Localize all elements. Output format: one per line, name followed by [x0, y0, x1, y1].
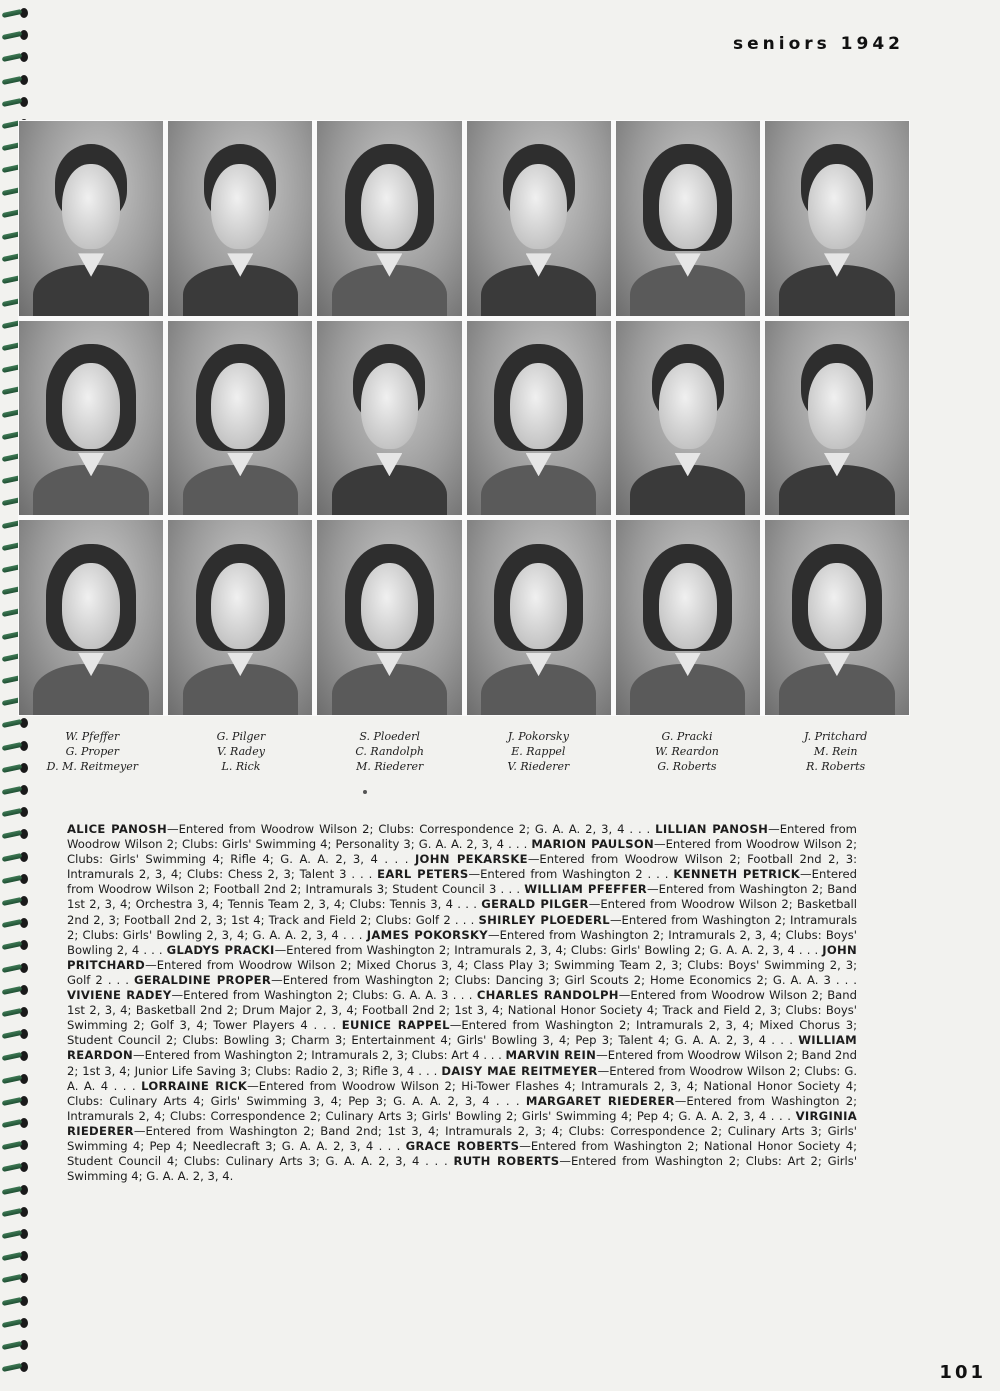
caption-name: G. Proper	[65, 745, 120, 758]
caption-name: G. Pilger	[216, 730, 266, 743]
caption-name: W. Pfeffer	[65, 730, 120, 743]
student-name: WILLIAM PFEFFER	[524, 882, 648, 897]
spiral-coil	[2, 829, 28, 841]
student-activities: Entered from Woodrow Wilson 2; Clubs: G. A. A. 4 . . .	[67, 1063, 858, 1093]
spiral-coil	[2, 896, 28, 908]
student-name: JAMES POKORSKY	[366, 927, 488, 942]
caption-name: L. Rick	[221, 760, 261, 773]
photo-grid	[18, 120, 910, 716]
student-activities: Entered from Washington 2; Clubs: Art 2; Girls' Swimming 4; G. A. A. 2, 3, 4.	[67, 1154, 858, 1184]
student-activities: Entered from Woodrow Wilson 2; Football 2nd 2, 3: Intramurals 2, 3, 4; Clubs: Chess 2, 3; Talent 3 . . .	[67, 852, 857, 882]
student-name: LILLIAN PANOSH	[655, 822, 769, 836]
spiral-coil	[2, 940, 28, 952]
student-activities: Entered from Woodrow Wilson 2; Band 1st 2, 3, 4; Basketball 2nd 2; Drum Major 2, 3, 4; Football 2nd 2; 1st 3, 4; National Honor Society 4; Track and Field 2, 3; Clubs: Boys' Swimming 2; Golf 3, 4; Tower Players 4 . . .	[67, 988, 857, 1033]
student-name: EARL PETERS	[377, 867, 469, 882]
caption-column	[761, 729, 910, 774]
student-name: MARVIN REIN	[505, 1048, 597, 1063]
caption-name: C. Randolph	[355, 745, 424, 758]
portrait-photo	[317, 121, 461, 316]
page-number: 101	[939, 1362, 986, 1383]
student-activities: Entered from Woodrow Wilson 2; Clubs: Correspondence 2; G. A. A. 2, 3, 4 . . .	[178, 822, 651, 836]
spiral-coil	[2, 1251, 28, 1263]
page-header: seniors 1942	[733, 34, 904, 54]
spiral-coil	[2, 1074, 28, 1086]
spiral-coil	[2, 985, 28, 997]
student-name: ALICE PANOSH	[67, 822, 167, 836]
spiral-coil	[2, 1162, 28, 1174]
portrait-photo	[317, 520, 461, 715]
student-name: LORRAINE RICK	[141, 1078, 248, 1093]
spiral-coil	[2, 852, 28, 864]
portrait-photo	[616, 121, 760, 316]
spiral-coil	[2, 75, 28, 87]
spiral-coil	[2, 97, 28, 109]
spiral-coil	[2, 1340, 28, 1352]
spiral-coil	[2, 1273, 28, 1285]
student-name: GERALD PILGER	[481, 897, 589, 912]
caption-name: V. Riederer	[507, 760, 570, 773]
portrait-photo	[168, 321, 312, 516]
portrait-photo	[765, 121, 909, 316]
student-name: RUTH ROBERTS	[453, 1154, 560, 1169]
student-activities: Entered from Washington 2; Intramurals 2, 3, 4; Mixed Chorus 3; Student Council 2; Clubs: Bowling 3; Charm 3; Entertainment 4; Girls' Bowling 3, 4; Pep 3; Talent 4; G. A. A. 2, 3, 4 . . .	[67, 1018, 857, 1048]
print-speck	[363, 790, 367, 794]
spiral-coil	[2, 1229, 28, 1241]
spiral-coil	[2, 785, 28, 797]
student-activities: Entered from Washington 2; Band 1st 2, 3, 4; Orchestra 3, 4; Tennis Team 2, 3, 4; Clubs: Tennis 3, 4 . . .	[67, 882, 857, 912]
spiral-coil	[2, 1318, 28, 1330]
spiral-coil	[2, 1118, 28, 1130]
caption-name: G. Pracki	[661, 730, 713, 743]
spiral-coil	[2, 1029, 28, 1041]
portrait-photo	[317, 321, 461, 516]
student-activities: Entered from Washington 2; Intramurals 2; Clubs: Girls' Bowling 2, 3, 4; G. A. A. 2, 3, 4 . . .	[67, 912, 857, 942]
caption-name: J. Pritchard	[804, 730, 868, 743]
caption-name: D. M. Reitmeyer	[46, 760, 138, 773]
student-activities: Entered from Washington 2; Clubs: Dancing 3; Girl Scouts 2; Home Economics 2; G. A. A. 3 . . .	[282, 972, 857, 987]
student-activities: Entered from Woodrow Wilson 2; Football 2nd 2; Intramurals 3; Student Council 3 . . .	[67, 867, 857, 897]
student-name: GLADYS PRACKI	[166, 942, 275, 957]
portrait-photo	[467, 520, 611, 715]
spiral-coil	[2, 1051, 28, 1063]
spiral-coil	[2, 1185, 28, 1197]
student-activities: Entered from Washington 2; Intramurals 2, 3, 4; Clubs: Boys' Bowling 2, 4 . . .	[67, 927, 857, 957]
student-activities: Entered from Washington 2; Intramurals 2, 3, 4; Clubs: Girls' Bowling 2; G. A. A. 2, 3, 4 . . .	[286, 942, 819, 957]
portrait-photo	[616, 520, 760, 715]
student-name: VIVIENE RADEY	[67, 988, 172, 1003]
student-name: GERALDINE PROPER	[134, 972, 272, 987]
student-name: MARION PAULSON	[531, 837, 655, 852]
caption-name: G. Roberts	[657, 760, 717, 773]
caption-name: V. Radey	[217, 745, 265, 758]
student-name: SHIRLEY PLOEDERL	[478, 912, 610, 927]
portrait-photo	[168, 520, 312, 715]
caption-column	[18, 729, 167, 774]
portrait-photo	[765, 520, 909, 715]
student-activities: Entered from Woodrow Wilson 2; Basketball 2nd 2, 3; Football 2nd 2, 3; 1st 4; Track and Field 2; Clubs: Golf 2 . . .	[67, 897, 857, 927]
spiral-coil	[2, 1140, 28, 1152]
photo-captions	[18, 729, 910, 774]
spiral-coil	[2, 1362, 28, 1374]
spiral-coil	[2, 918, 28, 930]
student-name: DAISY MAE REITMEYER	[441, 1063, 598, 1078]
caption-name: J. Pokorsky	[507, 730, 569, 743]
student-name: MARGARET RIEDERER	[525, 1093, 675, 1108]
caption-name: E. Rappel	[511, 745, 566, 758]
portrait-photo	[19, 121, 163, 316]
student-activities: Entered from Washington 2; National Honor Society 4; Student Council 4; Clubs: Culinary Arts 3; G. A. A. 2, 3, 4 . . .	[67, 1138, 858, 1169]
spiral-coil	[2, 807, 28, 819]
caption-column	[315, 729, 464, 774]
spiral-coil	[2, 963, 28, 975]
student-name: JOHN PRITCHARD	[67, 942, 857, 972]
spiral-coil	[2, 1096, 28, 1108]
student-name: KENNETH PETRICK	[673, 867, 801, 882]
portrait-photo	[467, 321, 611, 516]
student-name: JOHN PEKARSKE	[414, 852, 528, 867]
student-name: VIRGINIA RIEDERER	[67, 1108, 857, 1138]
caption-name: R. Roberts	[806, 760, 866, 773]
student-activities: Entered from Woodrow Wilson 2; Mixed Chorus 3, 4; Class Play 3; Swimming Team 2, 3; Clubs: Boys' Swimming 2, 3; Golf 2 . . .	[67, 957, 857, 987]
caption-name: M. Rein	[813, 745, 858, 758]
caption-column	[167, 729, 316, 774]
student-activities: Entered from Washington 2; Intramurals 2, 4; Clubs: Correspondence 2; Culinary Arts 3; Girls' Bowling 2; Girls' Swimming 4; Pep 4; G. A. A. 2, 3, 4 . . .	[67, 1093, 857, 1123]
portrait-photo	[19, 520, 163, 715]
student-activities: Entered from Washington 2 . . .	[480, 867, 669, 882]
student-activities: Entered from Woodrow Wilson 2; Hi-Tower Flashes 4; Intramurals 2, 3, 4; National Honor Society 4; Clubs: Culinary Arts 4; Girls' Swimming 3, 4; Pep 3; G. A. A. 2, 3, 4 . . .	[67, 1078, 858, 1108]
student-name: EUNICE RAPPEL	[341, 1018, 450, 1033]
spiral-coil	[2, 30, 28, 42]
portrait-photo	[616, 321, 760, 516]
student-activities: Entered from Woodrow Wilson 2; Band 2nd 2; 1st 3, 4; Junior Life Saving 3; Clubs: Radio 2, 3; Rifle 3, 4 . . .	[67, 1048, 857, 1078]
spiral-coil	[2, 52, 28, 64]
spiral-coil	[2, 1007, 28, 1019]
portrait-photo	[19, 321, 163, 516]
student-activities: Entered from Woodrow Wilson 2; Clubs: Girls' Swimming 4; Rifle 4; G. A. A. 2, 3, 4 . . .	[67, 837, 857, 867]
spiral-coil	[2, 8, 28, 20]
caption-name: M. Riederer	[356, 760, 424, 773]
caption-name: S. Ploederl	[359, 730, 420, 743]
spiral-coil	[2, 1207, 28, 1219]
portrait-photo	[168, 121, 312, 316]
student-activities: Entered from Woodrow Wilson 2; Clubs: Girls' Swimming 4; Personality 3; G. A. A. 2, 3, 4 . . .	[67, 822, 857, 852]
student-activities: Entered from Washington 2; Band 2nd; 1st 3, 4; Intramurals 2, 3; 4; Clubs: Correspondence 2; Culinary Arts 3; Girls' Swimming 4; Pep 4; Needlecraft 3; G. A. A. 2, 3, 4 . . .	[67, 1123, 857, 1153]
student-name: WILLIAM REARDON	[67, 1033, 857, 1063]
student-activities: Entered from Washington 2; Intramurals 2, 3; Clubs: Art 4 . . .	[144, 1048, 502, 1063]
spiral-coil	[2, 874, 28, 886]
student-activities: Entered from Washington 2; Clubs: G. A. A. 3 . . .	[183, 988, 473, 1003]
senior-biographies: ALICE PANOSH—Entered from Woodrow Wilson 2; Clubs: Correspondence 2; G. A. A. 2, 3, 4 . . . LILLIAN PANOSH—Entered from Woodrow Wilson 2; Clubs: Girls' Swimming 4; Personality 3; G. A. A. 2, 3, 4 . . . MARION PAULSON—Entered from Woodrow Wilson 2; Clubs: Girls' Swimming 4; Rifle 4; G. A. A. 2, 3, 4 . . . JOHN PEKARSKE—Entered from Woodrow Wilson 2; Football 2nd 2, 3: Intramurals 2, 3, 4; Clubs: Chess 2, 3; Talent 3 . . . EARL PETERS—Entered from Washington 2 . . . KENNETH PETRICK—Entered from Woodrow Wilson 2; Football 2nd 2; Intramurals 3; Student Council 3 . . . WILLIAM PFEFFER—Entered from Washington 2; Band 1st 2, 3, 4; Orchestra 3, 4; Tennis Team 2, 3, 4; Clubs: Tennis 3, 4 . . . GERALD PILGER—Entered from Woodrow Wilson 2; Basketball 2nd 2, 3; Football 2nd 2, 3; 1st 4; Track and Field 2; Clubs: Golf 2 . . . SHIRLEY PLOEDERL—Entered from Washington 2; Intramurals 2; Clubs: Girls' Bowling 2, 3, 4; G. A. A. 2, 3, 4 . . . JAMES POKORSKY—Entered from Washington 2; Intramurals 2, 3, 4; Clubs: Boys' Bowling 2, 4 . . . GLADYS PRACKI—Entered from Washington 2; Intramurals 2, 3, 4; Clubs: Girls' Bowling 2; G. A. A. 2, 3, 4 . . . JOHN PRITCHARD—Entered from Woodrow Wilson 2; Mixed Chorus 3, 4; Class Play 3; Swimming Team 2, 3; Clubs: Boys' Swimming 2, 3; Golf 2 . . . GERALDINE PROPER—Entered from Washington 2; Clubs: Dancing 3; Girl Scouts 2; Home Economics 2; G. A. A. 3 . . . VIVIENE RADEY—Entered from Washington 2; Clubs: G. A. A. 3 . . . CHARLES RANDOLPH—Entered from Woodrow Wilson 2; Band 1st 2, 3, 4; Basketball 2nd 2; Drum Major 2, 3, 4; Football 2nd 2; 1st 3, 4; National Honor Society 4; Track and Field 2, 3; Clubs: Boys' Swimming 2; Golf 3, 4; Tower Players 4 . . . EUNICE RAPPEL—Entered from Washington 2; Intramurals 2, 3, 4; Mixed Chorus 3; Student Council 2; Clubs: Bowling 3; Charm 3; Entertainment 4; Girls' Bowling 3, 4; Pep 3; Talent 4; G. A. A. 2, 3, 4 . . . WILLIAM REARDON—Entered from Washington 2; Intramurals 2, 3; Clubs: Art 4 . . . MARVIN REIN—Entered from Woodrow Wilson 2; Band 2nd 2; 1st 3, 4; Junior Life Saving 3; Clubs: Radio 2, 3; Rifle 3, 4 . . . DAISY MAE REITMEYER—Entered from Woodrow Wilson 2; Clubs: G. A. A. 4 . . . LORRAINE RICK—Entered from Woodrow Wilson 2; Hi-Tower Flashes 4; Intramurals 2, 3, 4; National Honor Society 4; Clubs: Culinary Arts 4; Girls' Swimming 3, 4; Pep 3; G. A. A. 2, 3, 4 . . . MARGARET RIEDERER—Entered from Washington 2; Intramurals 2, 4; Clubs: Correspondence 2; Culinary Arts 3; Girls' Bowling 2; Girls' Swimming 4; Pep 4; G. A. A. 2, 3, 4 . . . VIRGINIA RIEDERER—Entered from Washington 2; Band 2nd; 1st 3, 4; Intramurals 2, 3; 4; Clubs: Correspondence 2; Culinary Arts 3; Girls' Swimming 4; Pep 4; Needlecraft 3; G. A. A. 2, 3, 4 . . . GRACE ROBERTS—Entered from Washington 2; National Honor Society 4; Student Council 4; Clubs: Culinary Arts 3; G. A. A. 2, 3, 4 . . . RUTH ROBERTS—Entered from Washington 2; Clubs: Art 2; Girls' Swimming 4; G. A. A. 2, 3, 4.	[67, 822, 858, 1184]
caption-name: W. Reardon	[655, 745, 719, 758]
portrait-photo	[467, 121, 611, 316]
caption-column	[613, 729, 762, 774]
student-name: GRACE ROBERTS	[405, 1138, 520, 1153]
caption-column	[464, 729, 613, 774]
spiral-coil	[2, 1296, 28, 1308]
student-name: CHARLES RANDOLPH	[476, 988, 619, 1003]
portrait-photo	[765, 321, 909, 516]
